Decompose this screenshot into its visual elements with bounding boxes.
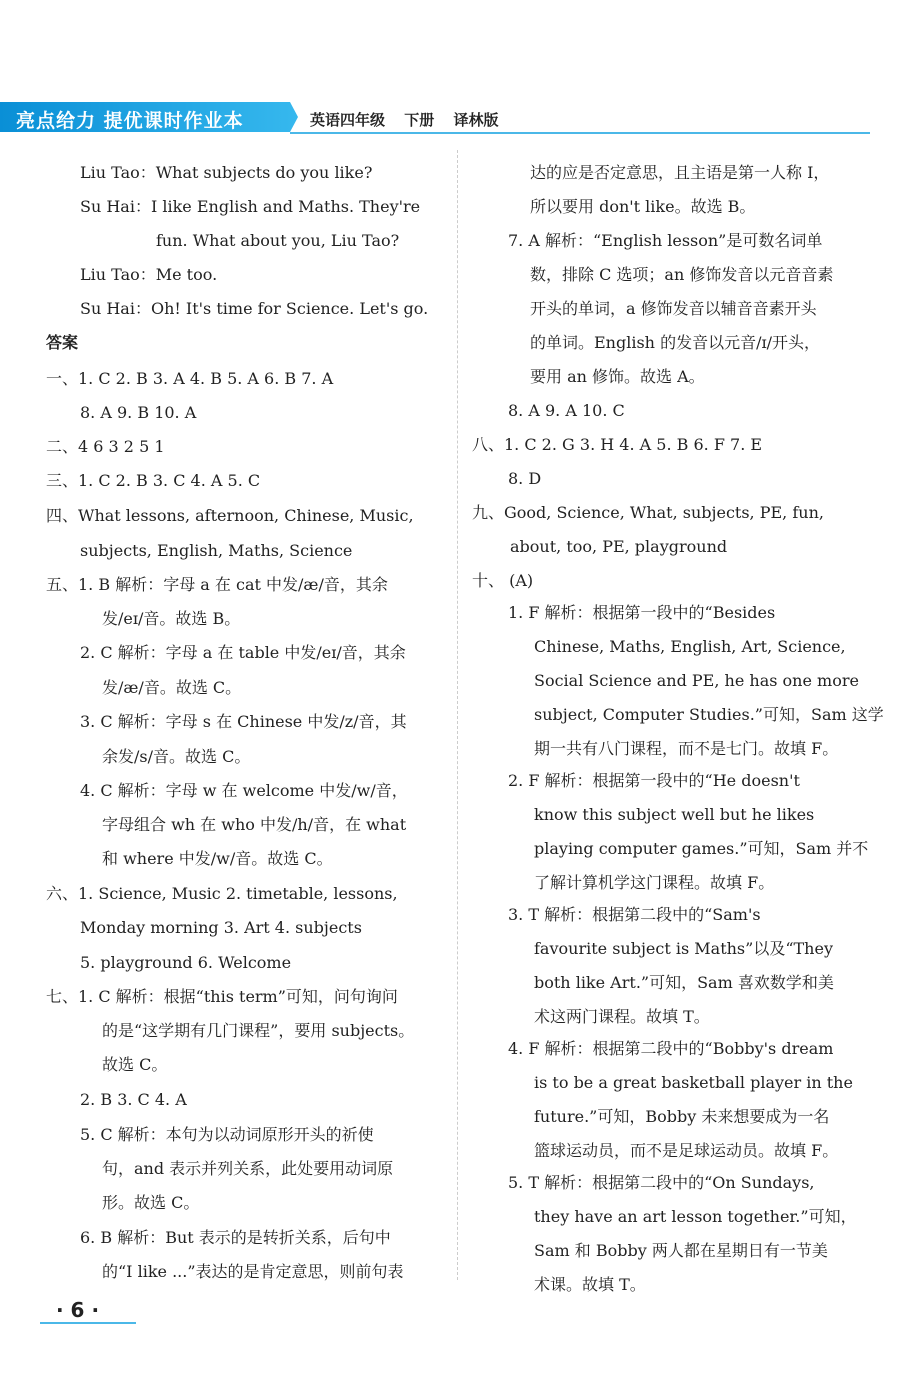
right-line-26: 4. F 解析：根据第二段中的“Bobby's dream [508, 1039, 834, 1058]
right-line-10: 九、Good, Science, What, subjects, PE, fun, [472, 503, 824, 522]
header-rule [290, 132, 870, 134]
right-line-9: 8. D [508, 469, 542, 488]
right-line-12: 十、 (A) [472, 571, 534, 590]
right-line-28: future.”可知，Bobby 未来想要成为一名 [534, 1107, 830, 1126]
left-line-21: 六、1. Science, Music 2. timetable, lessons, [46, 884, 398, 903]
right-line-19: know this subject well but he likes [534, 805, 815, 824]
right-line-8: 八、1. C 2. G 3. H 4. A 5. B 6. F 7. E [472, 435, 763, 454]
left-line-6: 一、1. C 2. B 3. A 4. B 5. A 6. B 7. A [46, 369, 334, 388]
right-line-24: both like Art.”可知，Sam 喜欢数学和美 [534, 973, 834, 992]
right-line-23: favourite subject is Maths”以及“They [534, 939, 833, 958]
right-line-13: 1. F 解析：根据第一段中的“Besides [508, 603, 776, 622]
left-line-28: 5. C 解析：本句为以动词原形开头的祈使 [80, 1125, 374, 1144]
left-line-24: 七、1. C 解析：根据“this term”可知，问句询问 [46, 987, 398, 1006]
left-line-1: Su Hai：I like English and Maths. They're [80, 197, 421, 216]
page-header [0, 98, 900, 136]
right-line-32: Sam 和 Bobby 两人都在星期日有一节美 [534, 1241, 828, 1260]
left-line-4: Su Hai：Oh! It's time for Science. Let's go. [80, 299, 429, 318]
left-line-12: 五、1. B 解析：字母 a 在 cat 中发/æ/音，其余 [46, 575, 388, 594]
page-number: · 6 · [56, 1298, 100, 1322]
right-line-1: 所以要用 don't like。故选 B。 [530, 197, 756, 216]
left-line-5: 答案 [46, 333, 79, 352]
left-line-2: fun. What about you, Liu Tao? [156, 231, 400, 250]
right-line-30: 5. T 解析：根据第二段中的“On Sundays, [508, 1173, 815, 1192]
right-line-17: 期一共有八门课程，而不是七门。故填 F。 [534, 739, 839, 758]
left-line-20: 和 where 中发/w/音。故选 C。 [102, 849, 333, 868]
left-line-31: 6. B 解析：But 表示的是转折关系，后句中 [80, 1228, 391, 1247]
left-line-10: 四、What lessons, afternoon, Chinese, Music, [46, 506, 414, 525]
left-line-8: 二、4 6 3 2 5 1 [46, 437, 165, 456]
left-line-0: Liu Tao：What subjects do you like? [80, 163, 373, 182]
left-line-9: 三、1. C 2. B 3. C 4. A 5. C [46, 471, 261, 490]
column-divider [457, 150, 458, 1280]
left-line-19: 字母组合 wh 在 who 中发/h/音，在 what [102, 815, 407, 834]
left-line-29: 句，and 表示并列关系，此处要用动词原 [102, 1159, 394, 1178]
left-line-18: 4. C 解析：字母 w 在 welcome 中发/w/音， [80, 781, 408, 800]
left-line-23: 5. playground 6. Welcome [80, 953, 292, 972]
right-line-2: 7. A 解析：“English lesson”是可数名词单 [508, 231, 823, 250]
left-line-11: subjects, English, Maths, Science [80, 541, 353, 560]
right-line-25: 术这两门课程。故填 T。 [534, 1007, 710, 1026]
left-line-25: 的是“这学期有几门课程”，要用 subjects。 [102, 1021, 415, 1040]
right-line-18: 2. F 解析：根据第一段中的“He doesn't [508, 771, 800, 790]
right-line-16: subject, Computer Studies.”可知，Sam 这学 [534, 705, 884, 724]
right-line-21: 了解计算机学这门课程。故填 F。 [534, 873, 775, 892]
right-line-22: 3. T 解析：根据第二段中的“Sam's [508, 905, 761, 924]
left-line-22: Monday morning 3. Art 4. subjects [80, 918, 362, 937]
left-line-3: Liu Tao：Me too. [80, 265, 218, 284]
right-line-27: is to be a great basketball player in the [534, 1073, 853, 1092]
left-line-14: 2. C 解析：字母 a 在 table 中发/eɪ/音，其余 [80, 643, 406, 662]
book-subtitle: 英语四年级 下册 译林版 [310, 111, 499, 129]
right-line-14: Chinese, Maths, English, Art, Science, [534, 637, 846, 656]
left-line-13: 发/eɪ/音。故选 B。 [102, 609, 241, 628]
left-line-27: 2. B 3. C 4. A [80, 1090, 187, 1109]
left-line-32: 的“I like ...”表达的是肯定意思，则前句表 [102, 1262, 404, 1281]
right-line-4: 开头的单词，a 修饰发音以辅音音素开头 [530, 299, 817, 318]
right-line-6: 要用 an 修饰。故选 A。 [530, 367, 705, 386]
left-line-15: 发/æ/音。故选 C。 [102, 678, 242, 697]
right-line-7: 8. A 9. A 10. C [508, 401, 625, 420]
right-line-5: 的单词。English 的发音以元音/ɪ/开头， [530, 333, 820, 352]
left-line-17: 余发/s/音。故选 C。 [102, 747, 251, 766]
right-line-31: they have an art lesson together.”可知， [534, 1207, 857, 1226]
left-line-7: 8. A 9. B 10. A [80, 403, 197, 422]
left-line-30: 形。故选 C。 [102, 1193, 200, 1212]
left-line-16: 3. C 解析：字母 s 在 Chinese 中发/z/音，其 [80, 712, 407, 731]
right-line-3: 数，排除 C 选项；an 修饰发音以元音音素 [530, 265, 834, 284]
right-line-11: about, too, PE, playground [510, 537, 728, 556]
brand-title: 亮点给力 提优课时作业本 [16, 110, 244, 132]
footer-rule [40, 1322, 136, 1324]
right-line-29: 篮球运动员，而不是足球运动员。故填 F。 [534, 1141, 839, 1160]
right-line-33: 术课。故填 T。 [534, 1275, 646, 1294]
right-line-0: 达的应是否定意思，且主语是第一人称 I， [530, 163, 830, 182]
left-line-26: 故选 C。 [102, 1055, 168, 1074]
right-line-15: Social Science and PE, he has one more [534, 671, 859, 690]
right-line-20: playing computer games.”可知，Sam 并不 [534, 839, 869, 858]
